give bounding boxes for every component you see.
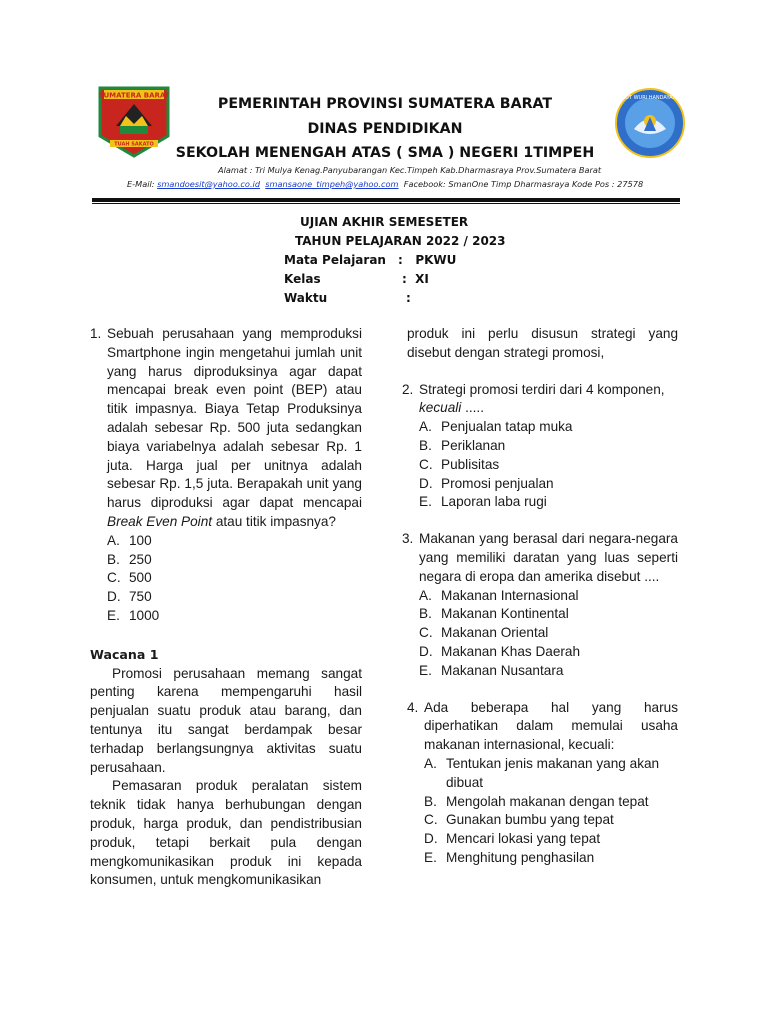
option[interactable]: E. Laporan laba rugi (419, 494, 547, 510)
question-text: Makanan yang berasal dari negara-negara yang memiliki daratan yang luas seperti negara di eropa dan amerika disebut .... (419, 531, 678, 584)
letterhead-line1: PEMERINTAH PROVINSI SUMATERA BARAT (217, 96, 553, 112)
option[interactable]: B. Periklanan (419, 437, 506, 453)
subject-label: Mata Pelajaran (284, 253, 386, 267)
letterhead-line3: SEKOLAH MENENGAH ATAS ( SMA ) NEGERI 1TIMPEH (175, 145, 595, 161)
letterhead-rule-thick (92, 198, 680, 202)
wacana-continuation: produk ini perlu disusun strategi yang disebut dengan strategi promosi, (407, 326, 678, 360)
question-number: 2. (402, 381, 414, 397)
contact-line (127, 179, 643, 189)
question-number: 1. (90, 326, 102, 341)
logo-bottom-label: TUAH SAKATO (114, 141, 154, 148)
option[interactable]: D. Mencari lokasi yang tepat (424, 831, 601, 847)
option[interactable]: E. Makanan Nusantara (419, 662, 564, 678)
option[interactable]: B. 250 (107, 551, 152, 567)
option[interactable]: C. Publisitas (419, 456, 500, 472)
option[interactable]: B. Makanan Kontinental (419, 606, 569, 622)
education-logo (614, 87, 686, 159)
class-label: Kelas (284, 272, 321, 286)
time-value: : (406, 291, 411, 305)
question-text: Sebuah perusahaan yang memproduksi Smartphone ingin mengetahui jumlah unit yang harus diproduksinya agar dapat mencapai break even point (BEP) atau titik impasnya. Biaya Tetap Produksinya adalah sebesar Rp. 500 juta sedangkan biaya variabelnya adalah sebesar Rp. 1 juta. Harga jual per unitnya adalah sebesar Rp. 1,5 juta. Berapakah unit yang harus diproduksi agar dapat mencapai Break Even Point atau titik impasnya? (107, 326, 362, 529)
exam-title: UJIAN AKHIR SEMESETER (300, 215, 469, 229)
exam-year: TAHUN PELAJARAN 2022 / 2023 (295, 234, 506, 248)
option[interactable]: A. Tentukan jenis makanan yang akan dibuat (424, 755, 660, 790)
question-text: Strategi promosi terdiri dari 4 komponen, kecuali ..... (419, 381, 665, 416)
option[interactable]: C. 500 (107, 570, 152, 586)
option[interactable]: D. Promosi penjualan (419, 475, 554, 491)
time-label: Waktu (284, 291, 328, 305)
question-1 (90, 325, 362, 626)
option[interactable]: A. 100 (107, 532, 152, 548)
question-text: Ada beberapa hal yang harus diperhatikan dalam memulai usaha makanan internasional, kecuali: (424, 699, 678, 753)
option[interactable]: E. 1000 (107, 607, 160, 623)
option[interactable]: A. Makanan Internasional (419, 587, 579, 603)
logo-motto: TUT WURI HANDAYANI (622, 95, 678, 101)
option[interactable]: C. Makanan Oriental (419, 625, 549, 641)
logo-top-label: SUMATERA BARAT (98, 91, 170, 100)
letterhead-line2: DINAS PENDIDIKAN (307, 121, 463, 137)
wacana-paragraph-1: Promosi perusahaan memang sangat penting karena mempengaruhi hasil penjualan suatu produk atau barang, dan tentunya itu sangat berdampak besar terhadap berlangsungnya aktivitas suatu perusahaan. (90, 665, 362, 775)
option[interactable]: B. Mengolah makanan dengan tepat (424, 793, 649, 809)
option[interactable]: C. Gunakan bumbu yang tepat (424, 812, 614, 828)
question-3 (402, 530, 678, 680)
option[interactable]: E. Menghitung penghasilan (424, 849, 595, 865)
question-number: 3. (402, 531, 414, 547)
option[interactable]: D. Makanan Khas Daerah (419, 643, 581, 659)
class-value: : XI (402, 272, 429, 286)
contact-tail: Facebook: SmanOne Timp Dharmasraya Kode Pos : 27578 (403, 179, 644, 189)
question-number: 4. (407, 699, 419, 715)
letterhead-rule-thin (92, 203, 680, 204)
subject-value: : PKWU (398, 253, 457, 267)
left-column (90, 325, 362, 890)
school-address: Alamat : Tri Mulya Kenag.Panyubarangan Kec.Timpeh Kab.Dharmasraya Prov.Sumatera Barat (218, 165, 602, 175)
option[interactable]: A. Penjualan tatap muka (419, 419, 573, 435)
question-2 (402, 381, 678, 513)
email-label: E-Mail: (127, 179, 158, 189)
email-link-2[interactable]: smansaone_timpeh@yahoo.com (265, 179, 399, 189)
province-logo (98, 86, 170, 158)
option[interactable]: D. 750 (107, 589, 152, 605)
question-4 (407, 699, 678, 868)
wacana-title: Wacana 1 (90, 646, 159, 662)
email-link-1[interactable]: smandoesit@yahoo.co.id (157, 179, 261, 189)
right-column (402, 325, 678, 868)
wacana-paragraph-2: Pemasaran produk peralatan sistem teknik tidak hanya berhubungan dengan produk, harga produk, dan pendistribusian produk, tetapi berkait pula dengan mengkomunikasikan produk ini kepada konsumen, untuk mengkomunikasikan (90, 778, 362, 888)
